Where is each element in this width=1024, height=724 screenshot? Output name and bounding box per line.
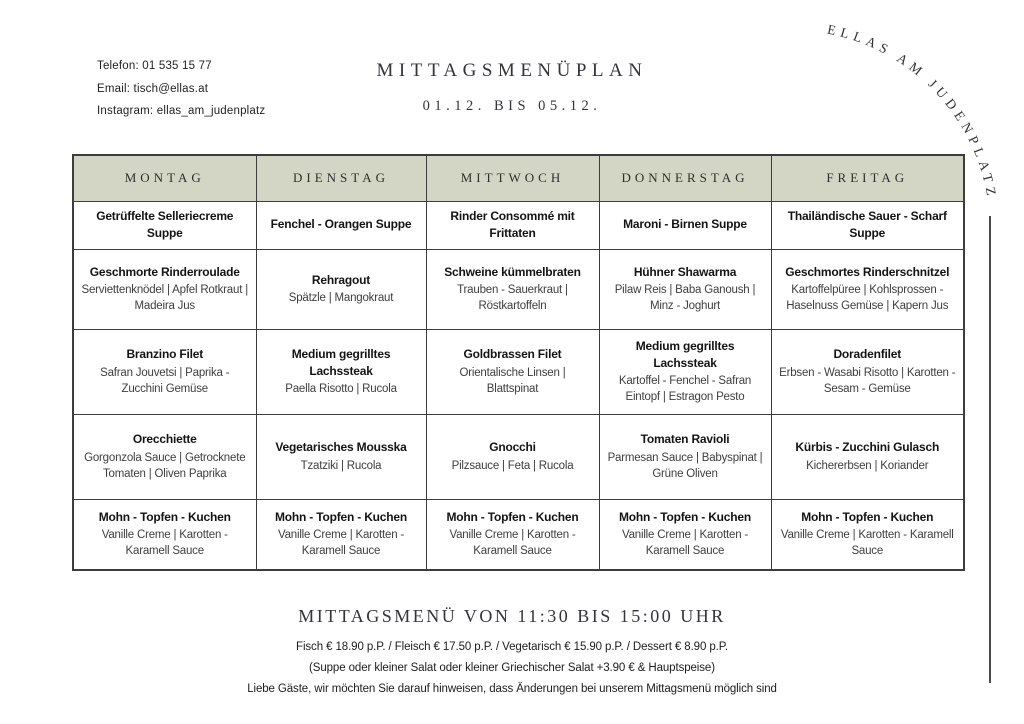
day-header-dienstag: DIENSTAG (256, 155, 426, 201)
day-header-donnerstag: DONNERSTAG (599, 155, 771, 201)
dish-title: Mohn - Topfen - Kuchen (618, 509, 752, 524)
price-line: Fisch € 18.90 p.P. / Fleisch € 17.50 p.P. / Vegetarisch € 15.90 p.P. / Dessert € 8.90 p.P. (296, 641, 728, 653)
dish-description: Erbsen - Wasabi Risotto | Karotten - Sesam - Gemüse (779, 366, 956, 395)
dish-title: Mohn - Topfen - Kuchen (274, 509, 408, 524)
supplement-line: (Suppe oder kleiner Salat oder kleiner Griechischer Salat +3.90 € & Hauptspeise) (309, 662, 715, 674)
dish-title: Medium gegrilltes Lachssteak (291, 346, 391, 378)
menu-cell (426, 499, 599, 570)
logo-arc-text: ELLAS AM JUDENPLATZ (825, 21, 1000, 202)
dish-title: Orecchiette (132, 432, 197, 447)
guest-note: Liebe Gäste, wir möchten Sie darauf hinweisen, dass Änderungen bei unserem Mittagsmenü möglich sind (247, 683, 777, 695)
dish-description: Pilzsauce | Feta | Rucola (451, 459, 574, 472)
dish-title: Hühner Shawarma (633, 264, 737, 279)
menu-cell (771, 201, 964, 249)
dish-title: Rinder Consommé mit Frittaten (450, 208, 575, 240)
dish-description: Safran Jouvetsi | Paprika - Zucchini Gemüse (100, 366, 230, 395)
menu-cell (73, 329, 256, 414)
menu-cell (771, 329, 964, 414)
dish-description: Trauben - Sauerkraut | Röstkartoffeln (457, 284, 568, 313)
dish-title: Vegetarisches Mousska (275, 440, 407, 455)
menu-cell (256, 414, 426, 499)
menu-cell (771, 499, 964, 570)
menu-cell (599, 499, 771, 570)
contact-email: Email: tisch@ellas.at (97, 82, 209, 95)
dish-title: Fenchel - Orangen Suppe (270, 217, 412, 232)
menu-cell (771, 414, 964, 499)
contact-instagram: Instagram: ellas_am_judenplatz (97, 105, 266, 117)
dessert-row (73, 499, 964, 570)
menu-cell (73, 414, 256, 499)
menu-cell (256, 499, 426, 570)
dish-title: Branzino Filet (126, 347, 204, 362)
menu-cell (426, 329, 599, 414)
day-header-montag: MONTAG (73, 155, 256, 201)
dish-description: Paella Risotto | Rucola (285, 383, 397, 396)
dish-description: Vanille Creme | Karotten - Karamell Sauce (101, 529, 228, 558)
hours-heading: MITTAGSMENÜ VON 11:30 BIS 15:00 UHR (298, 606, 726, 626)
title-block (0, 60, 1024, 115)
menu-cell (73, 499, 256, 570)
dish-title: Mohn - Topfen - Kuchen (98, 509, 231, 524)
dish-description: Orientalische Linsen | Blattspinat (459, 366, 566, 395)
menu-cell (426, 201, 599, 249)
dish-title: Gnocchi (489, 440, 536, 455)
dish-title: Thailändische Sauer - Scharf Suppe (787, 208, 947, 240)
dish-title: Mohn - Topfen - Kuchen (801, 509, 934, 524)
dish-description: Spätzle | Mangokraut (288, 292, 394, 305)
dish-description: Vanille Creme | Karotten - Karamell Sauce (621, 529, 749, 558)
dish-description: Kartoffel - Fenchel - Safran Eintopf | Estragon Pesto (618, 375, 752, 404)
dish-title: Geschmorte Rinderroulade (89, 264, 240, 279)
menu-cell (256, 201, 426, 249)
dish-title: Schweine kümmelbraten (444, 264, 581, 279)
dish-description: Vanille Creme | Karotten - Karamell Sauce (780, 529, 954, 558)
day-header-mittwoch: MITTWOCH (426, 155, 599, 201)
menu-cell (426, 414, 599, 499)
dish-description: Kartoffelpüree | Kohlsprossen - Haselnuss Gemüse | Kapern Jus (786, 284, 949, 313)
fish-row (73, 329, 964, 414)
menu-cell (73, 249, 256, 329)
menu-cell (256, 329, 426, 414)
menu-cell (426, 249, 599, 329)
dish-description: Vanille Creme | Karotten - Karamell Sauce (449, 529, 576, 558)
dish-title: Medium gegrilltes Lachssteak (635, 338, 735, 370)
day-header-freitag: FREITAG (771, 155, 964, 201)
dish-title: Goldbrassen Filet (463, 347, 562, 362)
menu-cell (599, 329, 771, 414)
page-title: MITTAGSMENÜPLAN (376, 60, 648, 81)
menu-cell (599, 249, 771, 329)
menu-cell (73, 201, 256, 249)
dish-title: Maroni - Birnen Suppe (623, 217, 747, 232)
dish-title: Mohn - Topfen - Kuchen (446, 509, 579, 524)
dish-description: Pilaw Reis | Baba Ganoush | Minz - Joghurt (614, 284, 756, 313)
contact-phone: Telefon: 01 535 15 77 (97, 60, 212, 72)
menu-table (72, 154, 965, 571)
dish-title: Geschmortes Rinderschnitzel (785, 264, 950, 279)
menu-cell (599, 201, 771, 249)
menu-cell (771, 249, 964, 329)
dish-description: Vanille Creme | Karotten - Karamell Sauce (277, 529, 405, 558)
vegetarian-row (73, 414, 964, 499)
dish-description: Gorgonzola Sauce | Getrocknete Tomaten | Oliven Paprika (84, 451, 246, 480)
dish-description: Parmesan Sauce | Babyspinat | Grüne Oliven (607, 451, 763, 480)
menu-cell (256, 249, 426, 329)
dish-description: Tzatziki | Rucola (300, 459, 382, 472)
dish-title: Getrüffelte Selleriecreme Suppe (96, 208, 234, 240)
dish-title: Doradenfilet (833, 347, 902, 362)
dish-description: Kichererbsen | Koriander (806, 459, 929, 472)
dish-title: Tomaten Ravioli (640, 432, 730, 447)
dish-title: Rehragout (311, 272, 371, 287)
dish-description: Serviettenknödel | Apfel Rotkraut | Madeira Jus (81, 284, 248, 313)
day-header-row (73, 155, 964, 201)
date-range: 01.12. BIS 05.12. (422, 98, 602, 114)
menu-cell (599, 414, 771, 499)
meat-row (73, 249, 964, 329)
soup-row (73, 201, 964, 249)
dish-title: Kürbis - Zucchini Gulasch (795, 440, 940, 455)
